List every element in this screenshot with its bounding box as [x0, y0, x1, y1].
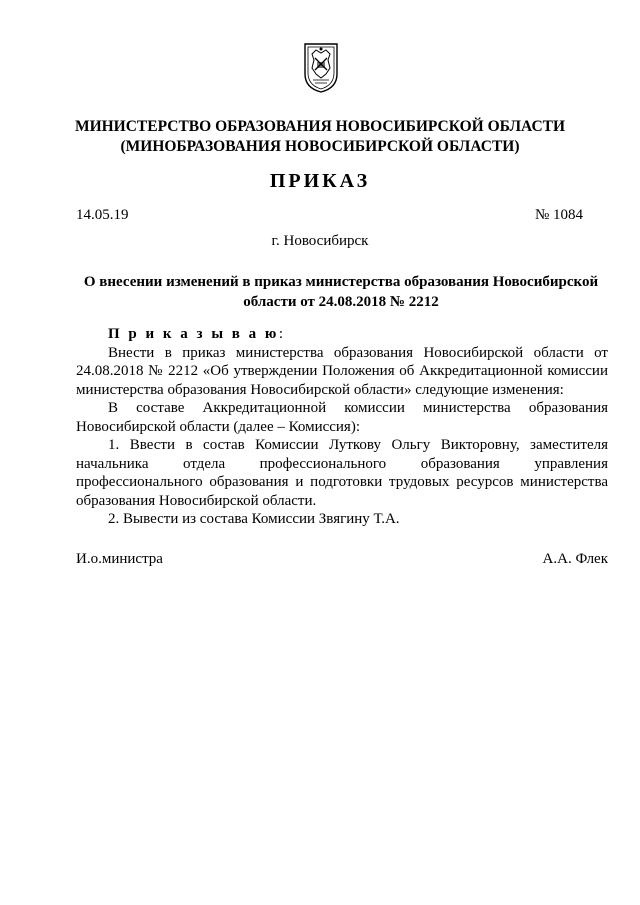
- document-body: [76, 325, 608, 529]
- ministry-name: МИНИСТЕРСТВО ОБРАЗОВАНИЯ НОВОСИБИРСКОЙ ОБЛАСТИ: [74, 118, 566, 135]
- body-item-1: 1. Ввести в состав Комиссии Луткову Ольгу Викторовну, заместителя начальника отдела профессионального образования управления профессионального образования и подготовки трудовых ресурсов министерства образования Новосибирской области.: [76, 437, 608, 509]
- signatory-name: А.А. Флек: [542, 551, 608, 567]
- order-heading: [76, 325, 608, 344]
- order-colon: :: [278, 326, 284, 342]
- body-paragraph-1: Внести в приказ министерства образования Новосибирской области от 24.08.2018 № 2212 «Об утверждении Положения об Аккредитационной комиссии министерства образования Новосибирской области» следующие изменения:: [76, 344, 608, 398]
- body-paragraph-2: В составе Аккредитационной комиссии министерства образования Новосибирской области (далее – Комиссия):: [76, 400, 608, 435]
- order-word: П р и к а з ы в а ю: [108, 326, 279, 342]
- signatory-role: И.о.министра: [76, 551, 163, 567]
- ministry-short-name: (МИНОБРАЗОВАНИЯ НОВОСИБИРСКОЙ ОБЛАСТИ): [120, 138, 520, 155]
- coat-of-arms-icon: [302, 40, 340, 94]
- body-item-2: 2. Вывести из состава Комиссии Звягину Т.А.: [108, 511, 400, 527]
- document-type-title: ПРИКАЗ: [269, 170, 371, 192]
- document-subject: О внесении изменений в приказ министерства образования Новосибирской области от 24.08.2018 № 2212: [83, 274, 599, 310]
- document-number: № 1084: [534, 207, 583, 223]
- document-city: г. Новосибирск: [271, 233, 369, 249]
- document-date: 14.05.19: [76, 207, 129, 223]
